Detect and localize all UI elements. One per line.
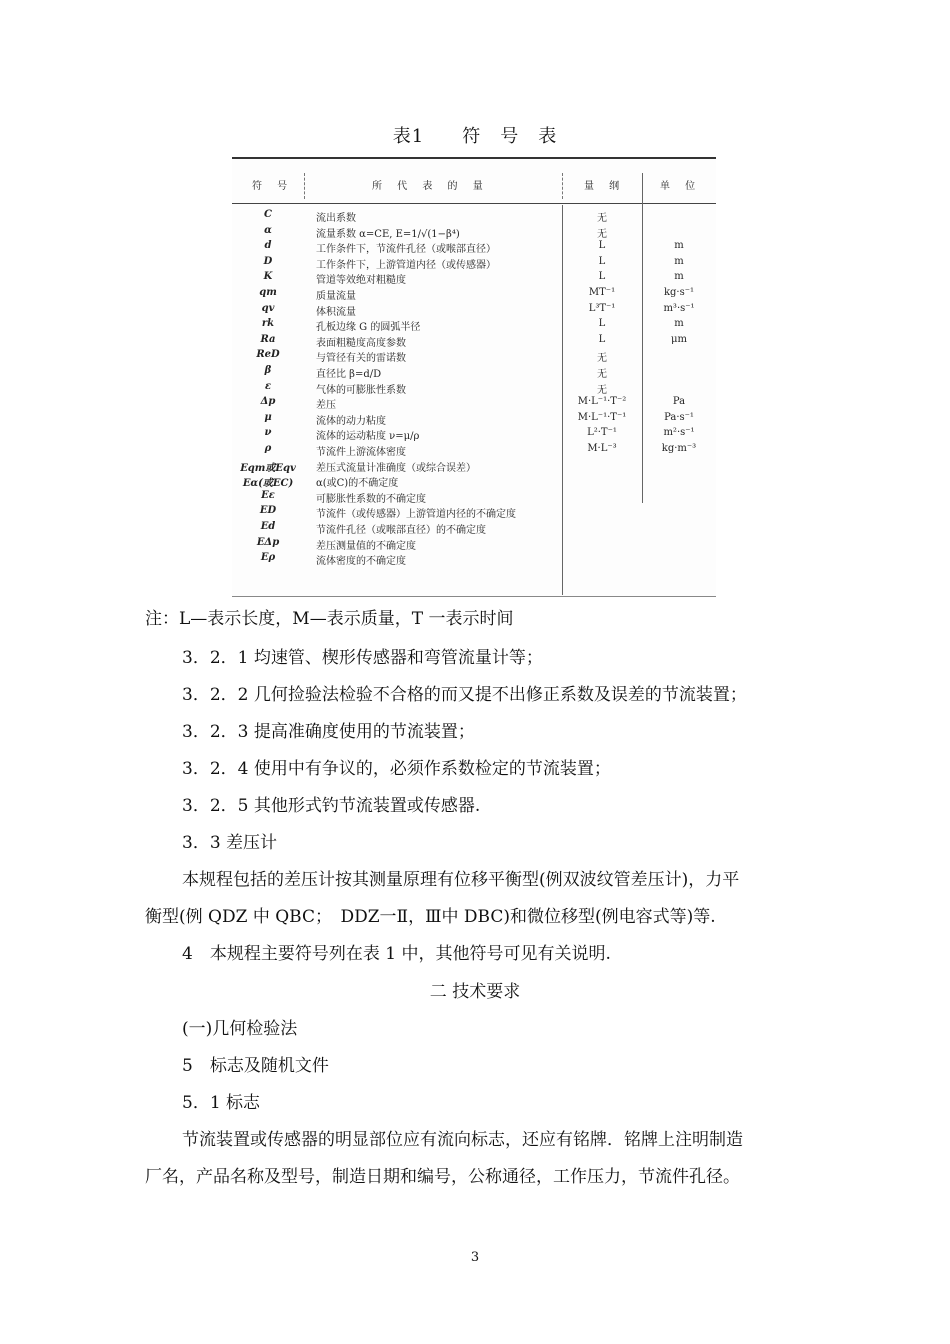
table-row [232,490,716,505]
row-symbol: ρ [264,443,272,454]
table-row [232,287,716,302]
table-row [232,271,716,286]
table-note: 注：L—表示长度，M—表示质量，T 一表示时间 [145,609,514,629]
row-symbol: rk [261,318,275,330]
table-row [232,318,716,333]
row-unit: Pa [672,396,686,408]
row-dimension: MT⁻¹ [588,287,616,298]
row-symbol: Ed [260,521,276,532]
table-row [232,459,716,474]
row-unit: Pa·s⁻¹ [664,411,694,423]
row-symbol: β [264,365,272,376]
paragraph-5-1-line1: 节流装置或传感器的明显部位应有流向标志，还应有铭牌．铭牌上注明制造 [182,1130,743,1150]
row-meaning: 表面粗糙度高度参数 [316,337,406,349]
table-row [232,209,716,224]
table-row [232,443,716,458]
header-dimension: 量 纲 [584,181,626,192]
row-meaning: 差压式流量计准确度（或综合误差） [316,462,476,474]
row-meaning: 流出系数 [316,213,356,224]
row-meaning: 节流件（或传感器）上游管道内径的不确定度 [316,509,516,521]
heading-5: 5 标志及随机文件 [182,1056,329,1076]
row-meaning: 与管径有关的雷诺数 [316,353,406,365]
row-symbol: ReD [256,349,280,361]
page-number: 3 [470,1250,480,1265]
symbol-table [232,157,716,597]
row-meaning: 差压 [316,400,336,412]
paragraph-3-2-4: 3．2．4 使用中有争议的，必须作系数检定的节流装置； [182,759,611,779]
row-unit: m [674,271,684,283]
paragraph-diff-gauge-line1: 本规程包括的差压计按其测量原理有位移平衡型(例双波纹管差压计)，力平 [182,870,740,890]
table-row [232,537,716,552]
row-meaning: 节流件孔径（或喉部直径）的不确定度 [316,525,486,536]
header-meaning: 所 代 表 的 量 [372,181,489,192]
table-row [232,412,716,427]
header-divider-2 [562,173,563,199]
row-meaning: 流体的动力粘度 [316,415,386,427]
table-row [232,349,716,364]
row-meaning: 质量流量 [316,291,356,302]
table-row [232,474,716,489]
row-symbol: Ra [260,333,276,345]
row-symbol: qm [259,287,277,298]
row-dimension: L³T⁻¹ [588,302,616,314]
row-dimension: 无 [597,353,607,365]
table-row [232,552,716,567]
table-row [232,240,716,255]
row-dimension: L [598,333,606,345]
row-unit: kg·m⁻³ [661,443,697,454]
table-row [232,334,716,349]
row-meaning: 工作条件下，节流件孔径（或喉部直径） [316,244,496,256]
row-dimension: L [598,271,606,283]
row-meaning: α(或C)的不确定度 [316,478,399,490]
row-meaning: 管道等效绝对粗糙度 [316,275,406,287]
paragraph-3-2-5: 3．2．5 其他形式钓节流装置或传感器. [182,796,481,816]
row-meaning: 直径比 β=d/D [316,369,382,380]
row-symbol: EΔp [256,536,280,548]
table-row [232,256,716,271]
row-unit: m³·s⁻¹ [663,302,695,314]
row-meaning: 流体密度的不确定度 [316,556,406,568]
row-dimension: M·L⁻¹·T⁻¹ [577,411,627,423]
table-row [232,521,716,536]
row-symbol: d [264,240,272,252]
row-meaning: 工作条件下，上游管道内径（或传感器） [316,259,496,271]
row-symbol: Eρ [260,552,276,564]
table-row [232,427,716,442]
row-symbol: ε [264,380,272,392]
table-row [232,225,716,240]
row-symbol: K [263,271,273,283]
header-rule [232,203,716,204]
row-meaning: 可膨胀性系数的不确定度 [316,493,426,505]
table-row [232,505,716,520]
table-row [232,381,716,396]
header-symbol: 符 号 [252,181,294,192]
row-dimension: L [598,318,606,330]
row-symbol: Eα(或EC) [242,478,294,490]
row-dimension: M·L⁻³ [587,443,617,454]
row-meaning: 体积流量 [316,306,356,318]
heading-3-3: 3．3 差压计 [182,833,278,853]
row-unit: m [674,255,684,267]
table-title: 表1 符 号 表 [392,126,558,147]
row-symbol: ν [264,427,272,439]
row-meaning: 流量系数 α=CE, E=1/√(1−β⁴) [316,228,460,240]
header-unit: 单 位 [660,181,702,192]
paragraph-3-2-1: 3．2．1 均速管、楔形传感器和弯管流量计等； [182,648,543,668]
row-unit: m [674,318,684,330]
row-dimension: L²·T⁻¹ [587,427,617,439]
paragraph-diff-gauge-line2: 衡型(例 QDZ 中 QBC； DDZ一Ⅱ，Ⅲ中 DBC)和微位移型(例电容式等)等. [145,907,716,927]
row-symbol: D [263,255,273,267]
row-dimension: M·L⁻¹·T⁻² [577,396,627,408]
row-dimension: 无 [597,228,607,240]
table-row [232,303,716,318]
row-symbol: C [264,209,272,220]
subsection-heading: (一)几何检验法 [182,1019,298,1039]
row-unit: m [674,240,684,252]
paragraph-3-2-3: 3．2．3 提高准确度使用的节流装置； [182,722,475,742]
row-unit: kg·s⁻¹ [663,287,695,298]
paragraph-5-1-line2: 厂名，产品名称及型号，制造日期和编号，公称通径，工作压力，节流件孔径。 [145,1167,740,1187]
paragraph-4: 4 本规程主要符号列在表 1 中，其他符号可见有关说明. [182,944,611,964]
row-symbol: Δp [260,396,276,408]
row-symbol: ED [259,505,277,517]
table-row [232,396,716,411]
row-unit: μm [671,333,687,345]
row-dimension: L [598,240,606,252]
row-symbol: α [264,224,272,236]
row-meaning: 气体的可膨胀性系数 [316,384,406,396]
row-dimension: 无 [597,384,607,396]
row-dimension: L [598,255,606,267]
row-symbol: Eε [261,489,275,501]
row-symbol: qv [261,302,275,314]
header-divider-1 [304,173,305,199]
row-dimension: 无 [597,213,607,224]
row-symbol: μ [264,411,272,423]
heading-5-1: 5．1 标志 [182,1093,261,1113]
row-meaning: 差压测量值的不确定度 [316,540,416,552]
row-meaning: 节流件上游流体密度 [316,447,406,458]
row-meaning: 孔板边缘 G 的圆弧半径 [316,322,421,334]
paragraph-3-2-2: 3．2．2 几何捡验法检验不合格的而又提不出修正系数及误差的节流装置； [182,685,747,705]
table-row [232,365,716,380]
row-dimension: 无 [597,369,607,380]
row-symbol: Eqm或Eqv [240,462,296,474]
row-unit: m²·s⁻¹ [663,427,695,439]
section-heading: 二 技术要求 [429,982,521,1002]
row-meaning: 流体的运动粘度 ν=μ/ρ [316,431,420,443]
